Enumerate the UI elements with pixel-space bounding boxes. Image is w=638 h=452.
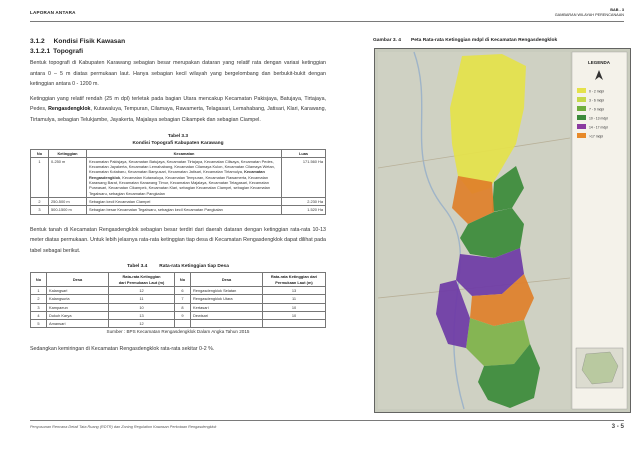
paragraph-4: Sedangkan kemiringan di Kecamatan Rengasdengklok rata-rata sekitar 0-2 %. bbox=[30, 346, 215, 353]
th-no: No bbox=[31, 149, 49, 157]
legend-item bbox=[577, 97, 604, 102]
cell-empty bbox=[175, 320, 191, 328]
table-2-title: Rata-rata Ketinggian tiap Desa bbox=[159, 264, 229, 270]
legend-item bbox=[577, 88, 604, 93]
cell-no: 2 bbox=[31, 295, 47, 303]
th-no: No bbox=[31, 273, 47, 287]
header-rule bbox=[30, 21, 624, 22]
elevation-map bbox=[374, 48, 631, 413]
cell-value: 12 bbox=[109, 320, 175, 328]
cell-desa: Kalangsari bbox=[47, 286, 109, 294]
table-row bbox=[31, 206, 326, 214]
legend-label: 0 - 2 mdpl bbox=[589, 89, 605, 94]
cell-empty bbox=[191, 320, 263, 328]
cell-desa: Amansari bbox=[47, 320, 109, 328]
cell-kecamatan: Sebagian besar Kecamatan Tegalwaru, sebagian kecil Kecamatan Pangkalan bbox=[87, 206, 282, 214]
chapter-header bbox=[555, 8, 624, 18]
cell-luas: 1.520 Ha bbox=[282, 206, 326, 214]
cell-kecamatan-c: , Kecamatan Kutawaluya, Kecamatan Tempuran, Kecamatan Rawamerta, Kecamatan Karawang Barat, Kecamatan Karawang Timur, Kecamatan Majalaya, Kecamatan Telagasari, Kecamatan Purwasari, Kecamatan Cikampek, Kecamatan Klari, sebagian Kecamatan Ciampel, sebagian Kecamatan Tegalwaru, sebagian Kecamatan Pangkalan bbox=[89, 174, 271, 196]
legend-item bbox=[577, 124, 608, 129]
subsection-heading bbox=[30, 48, 326, 55]
table-1-title: Kondisi Topografi Kabupaten Karawang bbox=[132, 140, 224, 146]
legend-label: 14 - 17 mdpl bbox=[589, 125, 608, 130]
footer-rule bbox=[30, 420, 624, 421]
th-ketinggian: Ketinggian bbox=[49, 149, 87, 157]
subsection-number: 3.1.2.1 bbox=[30, 48, 51, 55]
footer-document-title: Penyusunan Rencana Detail Tata Ruang (RDTR) dan Zoning Regulation Kawasan Perkotaan Rengasdengklok bbox=[30, 425, 217, 429]
cell-kecamatan-a: Kecamatan Pakisjaya, Kecamatan Batujaya, Kecamatan Tirtajaya, Kecamatan Cilisaya, Kecamatan Pedes, Kecamatan Jayakerta, Kecamatan Lemahabang, Kecamatan Cilamaya Kulon, Kecamatan Cilamaya Wetan, Kecamatan Kotabaru, Kecamatan Banyusari, Kecamatan Jatisari, Kecamatan Tirtamulya, bbox=[89, 158, 275, 175]
cell-value: 11 bbox=[263, 295, 326, 303]
legend-item bbox=[577, 115, 608, 120]
paragraph-2 bbox=[30, 94, 326, 126]
th-kecamatan: Kecamatan bbox=[87, 149, 282, 157]
legend-swatch bbox=[577, 88, 586, 93]
chapter-number: BAB - 3 bbox=[610, 8, 624, 12]
legend-label: 7 - 9 mdpl bbox=[589, 107, 605, 112]
chapter-title: GAMBARAN WILAYAH PERENCANAAN bbox=[554, 13, 624, 17]
paragraph-2-part-a: Ketinggian yang relatif rendah (25 m dpl) terletak pada bagian Utara mencakup Kecamatan Pakisjaya, Batujaya, Tirtajaya, Pedes, bbox=[30, 95, 326, 113]
cell-empty bbox=[263, 320, 326, 328]
cell-value: 12 bbox=[109, 286, 175, 294]
cell-ketinggian: 0-250 m bbox=[49, 157, 87, 197]
elevation-table bbox=[30, 272, 326, 328]
table-row bbox=[31, 157, 326, 197]
table-source: Sumber : BPS Kecamatan Rengasdengklok Dalam Angka Tahun 2015 bbox=[106, 329, 250, 335]
legend-swatch bbox=[577, 106, 586, 111]
cell-desa: Dewisari bbox=[191, 311, 263, 319]
cell-ketinggian: 250-500 m bbox=[49, 197, 87, 205]
cell-luas: 2.230 Ha bbox=[282, 197, 326, 205]
legend-label: 3 - 6 mdpl bbox=[589, 98, 605, 103]
cell-ketinggian: 500-1500 m bbox=[49, 206, 87, 214]
figure-caption bbox=[373, 38, 631, 43]
paragraph-1: Bentuk topografi di Kabupaten Karawang sebagian besar merupakan dataran yang relatif rata dengan variasi ketinggian antara 0 – 5 m diatas permukaan laut. Hanya sebagian kecil wilayah yang bergelombang dan berbukit-bukit dengan ketinggian antara 0 - 1200 m. bbox=[30, 60, 326, 88]
cell-luas: 171.560 Ha bbox=[282, 157, 326, 197]
paragraph-3: Bentuk tanah di Kecamatan Rengasdengklok sebagian besar terdiri dari daerah dataran dengan ketinggian rata-rata 10-13 meter diatas permukaan. Untuk lebih jelasnya rata-rata ketinggian tiap desa di Kecamatan Rengasdengklok dapat dilihat pada tabel sebagai berikut. bbox=[30, 226, 326, 254]
cell-kecamatan: Sebagian kecil Kecamatan Ciampel bbox=[87, 197, 282, 205]
table-1-number: Tabel 3.3 bbox=[167, 133, 189, 139]
cell-no: 3 bbox=[31, 206, 49, 214]
th-rata-rata bbox=[263, 273, 326, 287]
paragraph-2-part-c: , Kutawaluya, Tempuran, Cilamaya, Rawamerta, Telagasari, Lemahabang, Jatisari, Klari, Karawang, Tirtamulya, sebagian Telukjambe, Jayakerta, Majalaya sebagian Cikampek dan sebagian Ciampel. bbox=[30, 106, 326, 123]
th-desa: Desa bbox=[191, 273, 263, 287]
legend-item bbox=[577, 133, 603, 138]
topography-table bbox=[30, 149, 326, 215]
section-number: 3.1.2 bbox=[30, 38, 45, 45]
page-number: 3 - 5 bbox=[611, 423, 624, 430]
cell-desa: Dukuh Karya bbox=[47, 311, 109, 319]
cell-no: 3 bbox=[31, 303, 47, 311]
cell-kecamatan-highlight: Kecamatan Rengasdengklok bbox=[89, 169, 265, 180]
table-row bbox=[31, 303, 326, 311]
table-row bbox=[31, 311, 326, 319]
cell-value: 11 bbox=[109, 295, 175, 303]
subsection-title: Topografi bbox=[53, 48, 84, 55]
th-rata-line1: Rata-rata Ketinggian bbox=[122, 274, 161, 280]
table-row bbox=[31, 286, 326, 294]
th-rata-line2: dari Permukaan Laut (m) bbox=[118, 279, 165, 285]
cell-desa: Kalangsuria bbox=[47, 295, 109, 303]
cell-no: 7 bbox=[175, 295, 191, 303]
cell-desa: Kampaeun bbox=[47, 303, 109, 311]
legend-title: LEGENDA bbox=[587, 60, 611, 65]
legend-label: >17 mdpl bbox=[589, 134, 604, 139]
th-rata-rata bbox=[109, 273, 175, 287]
section-title: Kondisi Fisik Kawasan bbox=[53, 38, 126, 45]
figure-title: Peta Rata-rata Ketinggian mdpl di Kecamatan Rengasdengklok bbox=[411, 38, 558, 43]
legend-item bbox=[577, 106, 604, 111]
paragraph-2-highlight: Rengasdengklok bbox=[48, 106, 91, 113]
th-rata-line1: Rata-rata Ketinggian dari bbox=[270, 274, 318, 280]
cell-value: 13 bbox=[263, 286, 326, 294]
legend-swatch bbox=[577, 115, 586, 120]
cell-value: 13 bbox=[109, 311, 175, 319]
table-header-row bbox=[31, 273, 326, 287]
section-heading bbox=[30, 38, 326, 45]
th-no: No bbox=[175, 273, 191, 287]
cell-desa: Rengasdengklok Utara bbox=[191, 295, 263, 303]
cell-no: 9 bbox=[175, 311, 191, 319]
th-rata-line2: Permukaan Laut (m) bbox=[275, 279, 313, 285]
cell-no: 1 bbox=[31, 286, 47, 294]
cell-no: 8 bbox=[175, 303, 191, 311]
table-row bbox=[31, 197, 326, 205]
table-2-number: Tabel 3.4 bbox=[127, 264, 148, 270]
cell-value: 10 bbox=[263, 303, 326, 311]
legend-label: 10 - 13 mdpl bbox=[589, 116, 608, 121]
cell-no: 5 bbox=[31, 320, 47, 328]
cell-kecamatan bbox=[87, 157, 282, 197]
figure-number: Gambar 3. 4 bbox=[373, 38, 401, 43]
cell-no: 1 bbox=[31, 157, 49, 197]
cell-desa: Rengasdengklok Selatan bbox=[191, 286, 263, 294]
cell-desa: Kertasari bbox=[191, 303, 263, 311]
cell-no: 4 bbox=[31, 311, 47, 319]
report-label: LAPORAN ANTARA bbox=[30, 10, 76, 15]
cell-no: 6 bbox=[175, 286, 191, 294]
table-header-row bbox=[31, 149, 326, 157]
text-column bbox=[30, 38, 326, 355]
cell-value: 10 bbox=[109, 303, 175, 311]
cell-no: 2 bbox=[31, 197, 49, 205]
legend-swatch bbox=[577, 133, 586, 138]
cell-value: 10 bbox=[263, 311, 326, 319]
th-desa: Desa bbox=[47, 273, 109, 287]
th-luas: Luas bbox=[282, 149, 326, 157]
legend-swatch bbox=[577, 97, 586, 102]
legend-swatch bbox=[577, 124, 586, 129]
table-row bbox=[31, 320, 326, 328]
table-1-caption bbox=[30, 133, 326, 147]
table-2-caption bbox=[30, 263, 326, 270]
table-row bbox=[31, 295, 326, 303]
